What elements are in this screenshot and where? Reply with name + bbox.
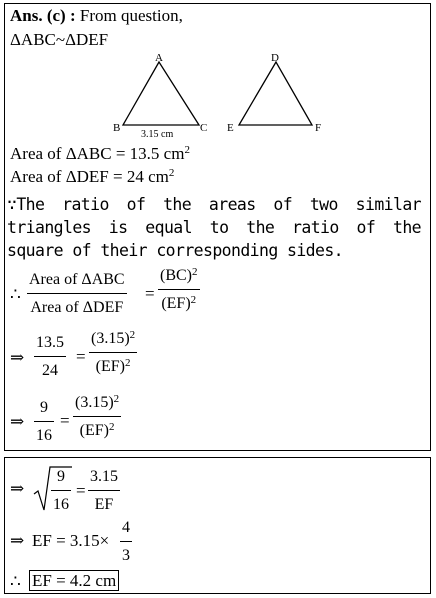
step2-numerator-exponent: 2 [129, 329, 136, 341]
base-length-label: 3.15 cm [141, 129, 174, 140]
fraction-bar [34, 356, 66, 357]
step4-implies-symbol: ⇒ [10, 479, 25, 498]
triangle-def [239, 62, 312, 125]
step1-therefore-symbol: ∴ [10, 285, 21, 304]
step3-right-denominator: (EF) [79, 422, 109, 439]
step1-numerator-exponent: 2 [192, 266, 198, 278]
area-def-text: Area of ΔDEF = 24 cm [10, 167, 169, 186]
area-abc-line [10, 144, 190, 164]
area-abc-exponent: 2 [184, 144, 190, 156]
similarity-statement: ΔABC~ΔDEF [10, 30, 109, 49]
step5-denominator: 3 [122, 547, 130, 564]
fraction-bar [89, 352, 137, 353]
step1-right-denominator: (EF) [161, 295, 191, 312]
step4-root-fraction [51, 467, 71, 515]
vertex-d: D [271, 52, 279, 64]
step4-right-denominator: EF [94, 496, 114, 513]
step2-left-numerator: 13.5 [36, 334, 64, 351]
step2-right-numerator: (3.15) [91, 330, 130, 347]
step3-left-denominator: 16 [36, 427, 52, 444]
step2-equals: = [76, 347, 86, 366]
fraction-bar [158, 289, 200, 290]
step3-left-fraction [34, 398, 54, 446]
step4-right-fraction [88, 467, 120, 515]
vertex-e: E [227, 122, 234, 134]
step1-left-denominator: Area of ΔDEF [30, 299, 124, 316]
step3-right-numerator-wrap [73, 393, 121, 413]
step4-equals: = [76, 481, 86, 500]
step3-numerator-exponent: 2 [113, 393, 120, 405]
step2-right-denominator: (EF) [95, 358, 125, 375]
step3-implies-symbol: ⇒ [10, 412, 25, 431]
step1-left-numerator: Area of ΔABC [29, 271, 125, 288]
vertex-a: A [155, 52, 163, 64]
step5-expression: EF = 3.15× [32, 531, 110, 550]
answer-intro: From question, [75, 6, 183, 25]
triangle-abc [123, 62, 199, 125]
step1-side-ratio [158, 266, 200, 314]
step2-left-denominator: 24 [42, 362, 58, 379]
step2-right-denominator-wrap [94, 357, 133, 377]
step3-right-numerator: (3.15) [75, 394, 114, 411]
step5-implies-symbol: ⇒ [10, 531, 25, 550]
theorem-statement: ∵The ratio of the areas of two similar triangles is equal to the ratio of the square of their corresponding sides. [7, 195, 421, 260]
step1-right-numerator-wrap [158, 266, 200, 286]
fraction-bar [88, 490, 120, 491]
fraction-bar [73, 416, 121, 417]
step2-right-fraction [89, 329, 137, 377]
vertex-b: B [113, 122, 121, 134]
final-answer-box: EF = 4.2 cm [29, 570, 119, 591]
step3-left-numerator: 9 [40, 399, 48, 416]
fraction-bar [34, 421, 54, 422]
step2-implies-symbol: ⇒ [10, 348, 25, 367]
step1-denominator-exponent: 2 [190, 294, 197, 306]
area-abc-text: Area of ΔABC = 13.5 cm [10, 144, 185, 163]
step2-left-fraction [34, 333, 66, 381]
fraction-bar [120, 541, 132, 542]
step4-root-numerator: 9 [57, 468, 65, 485]
fraction-bar [51, 490, 71, 491]
step5-numerator: 4 [122, 519, 130, 536]
final-answer [29, 571, 119, 591]
fraction-bar [27, 293, 127, 294]
step5-fraction [120, 518, 132, 566]
step3-equals: = [60, 411, 70, 430]
step4-right-numerator: 3.15 [90, 468, 118, 485]
vertex-c: C [200, 122, 208, 134]
step1-right-denominator-wrap [159, 294, 198, 314]
triangles-figure [0, 0, 436, 150]
step4-root-denominator: 16 [53, 496, 69, 513]
step2-right-numerator-wrap [89, 329, 137, 349]
step1-equals: = [145, 284, 155, 303]
area-def-line [10, 167, 174, 187]
answer-label: Ans. (c) : [10, 6, 76, 25]
area-def-exponent: 2 [168, 167, 175, 179]
vertex-f: F [315, 122, 322, 134]
step3-denominator-exponent: 2 [108, 421, 115, 433]
step1-right-numerator: (BC) [160, 267, 192, 284]
final-therefore-symbol: ∴ [10, 572, 21, 591]
step1-area-ratio [27, 270, 127, 318]
step2-denominator-exponent: 2 [124, 357, 131, 369]
step3-right-fraction [73, 393, 121, 441]
step3-right-denominator-wrap [78, 421, 117, 441]
